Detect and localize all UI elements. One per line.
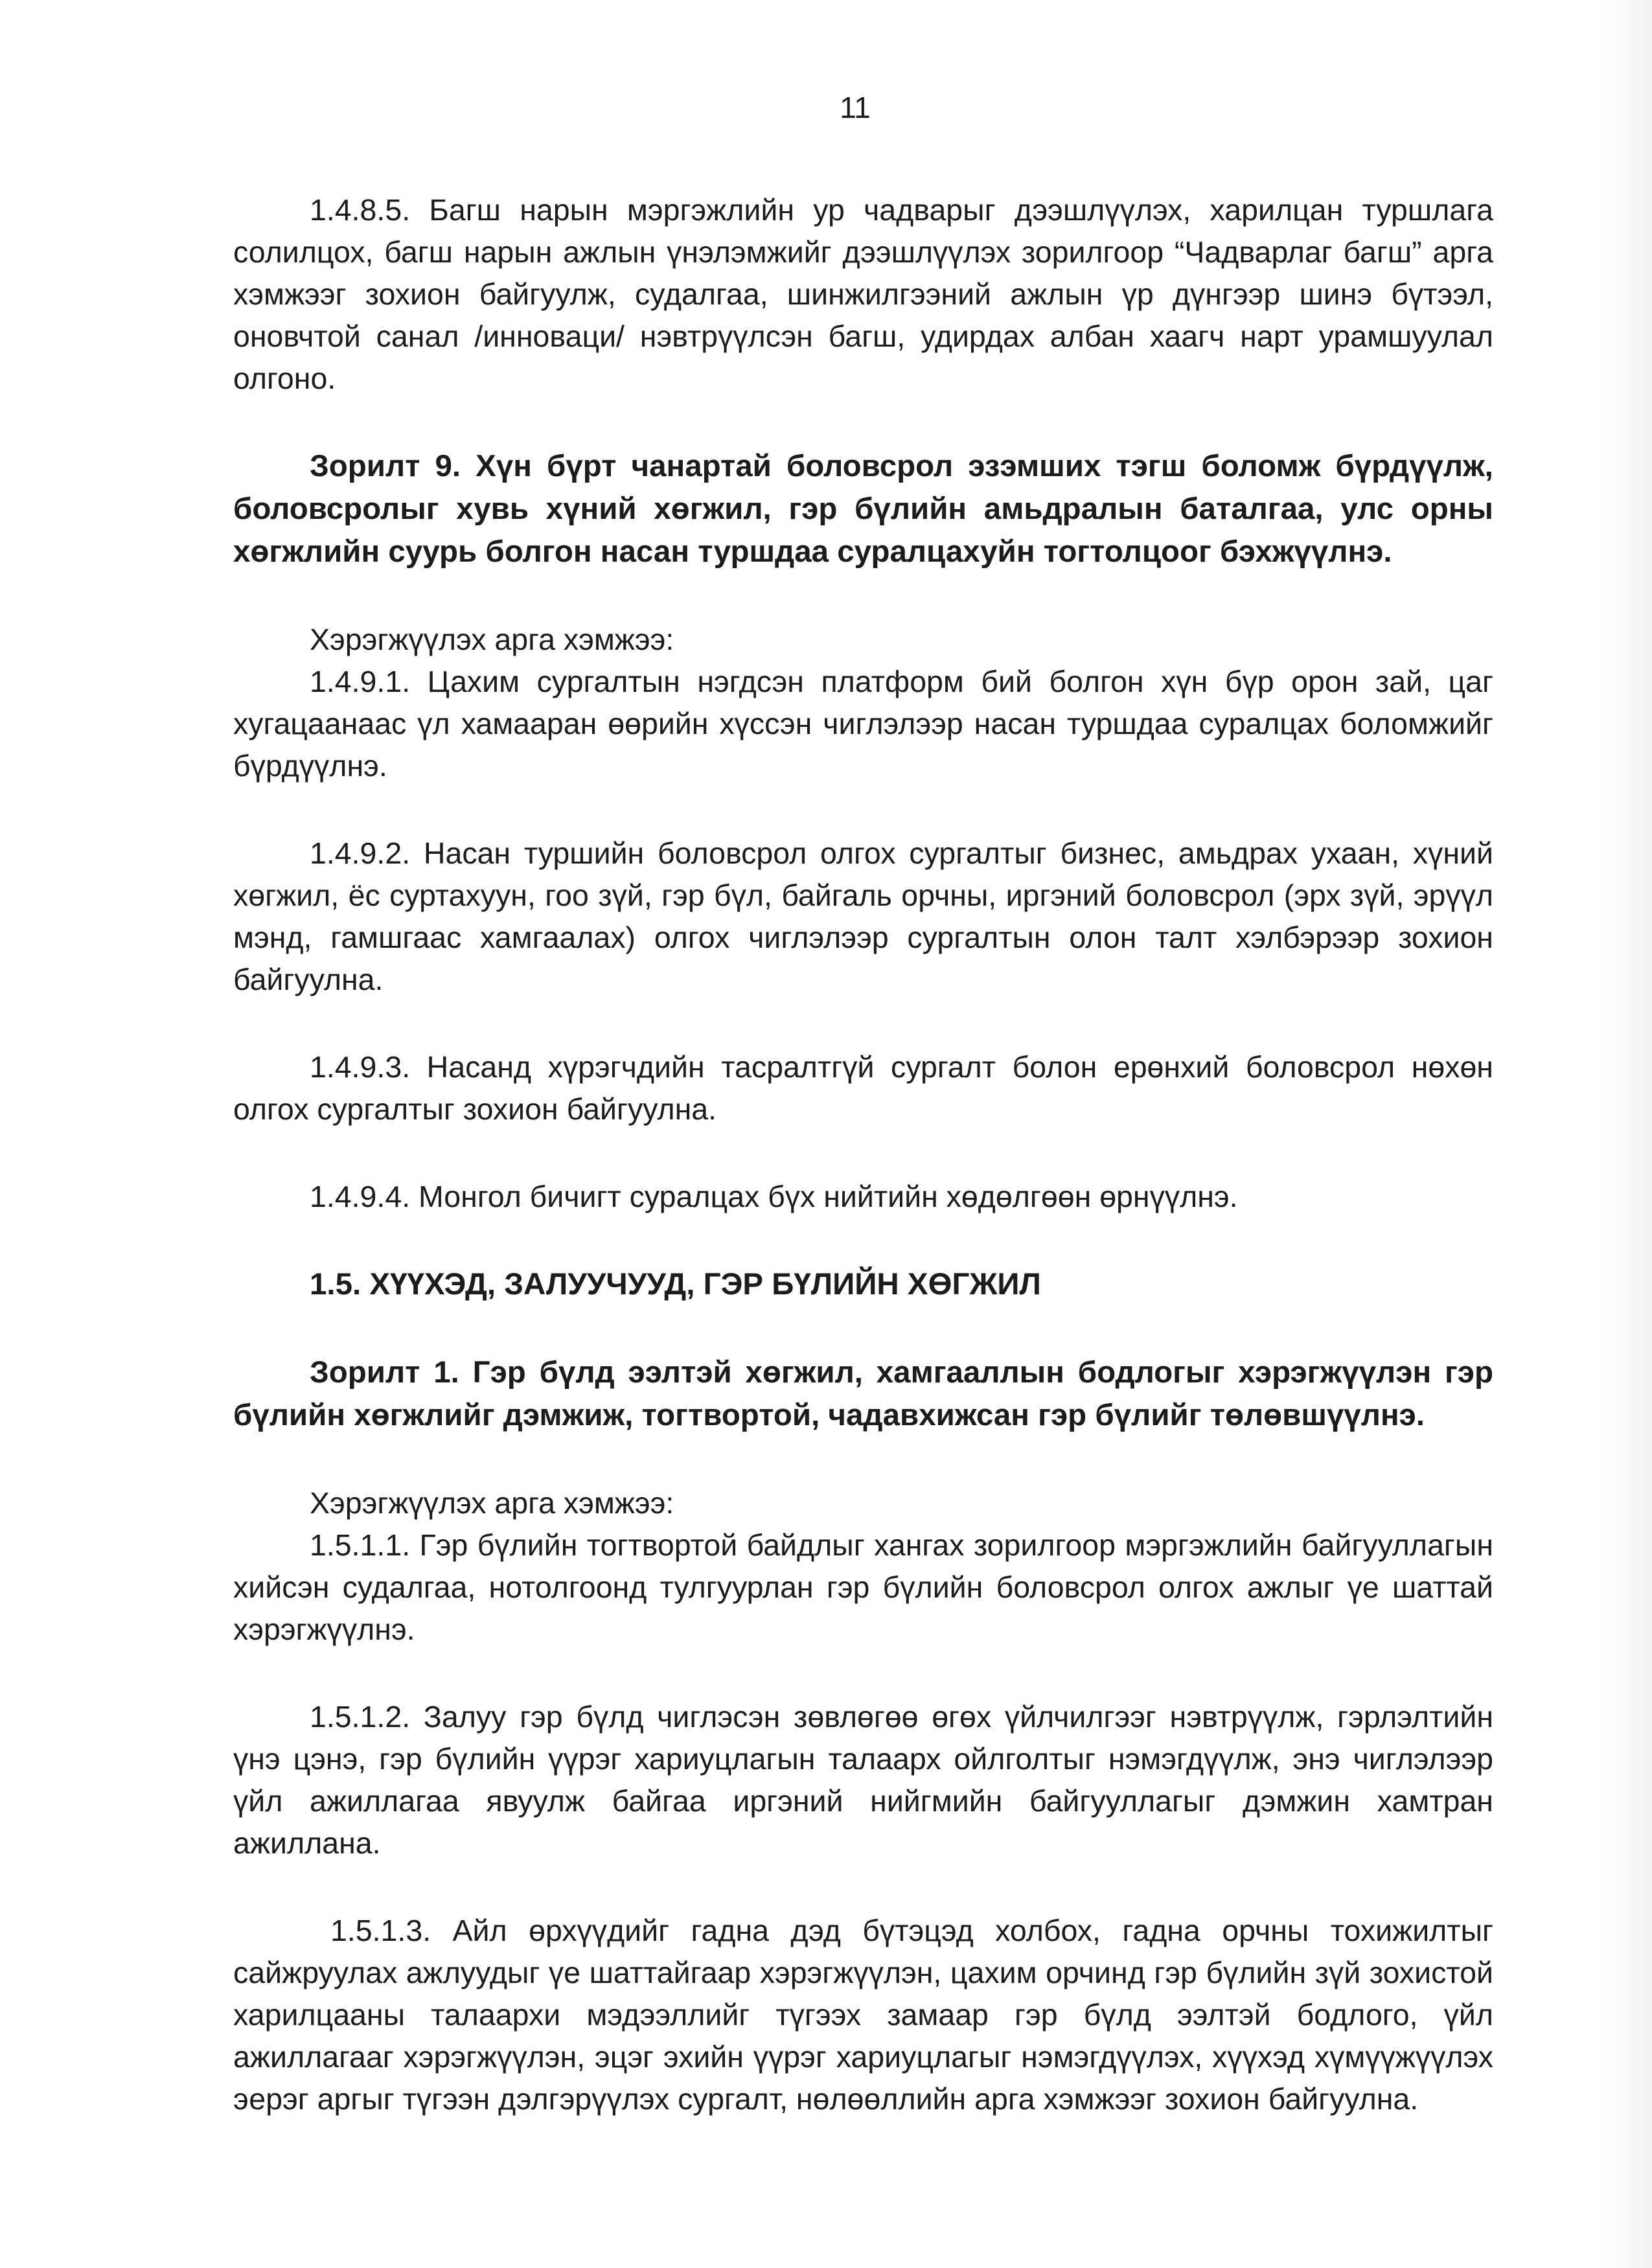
measures-label: Хэрэгжүүлэх арга хэмжээ:: [310, 623, 674, 656]
paragraph-1-5-1-1: 1.5.1.1. Гэр бүлийн тогтвортой байдлыг хангах зорилгоор мэргэжлийн байгууллагын хийсэн судалгаа, нотолгоонд тулгуурлан гэр бүлийн боловсрол олгох ажлыг үе шаттай хэрэгжүүлнэ.: [233, 1528, 1493, 1646]
paragraph-1-4-9-3: 1.4.9.3. Насанд хүрэгчдийн тасралтгүй сургалт болон ерөнхий боловсрол нөхөн олгох сургалтыг зохион байгуулна.: [233, 1050, 1493, 1126]
scan-edge-shadow: [1600, 0, 1652, 2268]
measures-label-2: Хэрэгжүүлэх арга хэмжээ:: [310, 1486, 674, 1520]
paragraph-1-4-9-2: 1.4.9.2. Насан туршийн боловсрол олгох сургалтыг бизнес, амьдрах ухаан, хүний хөгжил, ёс суртахуун, гоо зүй, гэр бүл, байгаль орчны, иргэний боловсрол (эрх зүй, эрүүл мэнд, гамшгаас хамгаалах) олгох чиглэлээр сургалтын олон талт хэлбэрээр зохион байгуулна.: [233, 836, 1493, 996]
document-body: [233, 189, 1493, 2120]
paragraph-1-5-1-2: 1.5.1.2. Залуу гэр бүлд чиглэсэн зөвлөгөө өгөх үйлчилгээг нэвтрүүлж, гэрлэлтийн үнэ цэнэ, гэр бүлийн үүрэг хариуцлагын талаарх ойлголтыг нэмэгдүүлж, энэ чиглэлээр үйл ажиллагаа явуулж байгаа иргэний нийгмийн байгууллагыг дэмжин хамтран ажиллана.: [233, 1700, 1493, 1860]
section-1-5-heading: 1.5. ХҮҮХЭД, ЗАЛУУЧУУД, ГЭР БҮЛИЙН ХӨГЖИЛ: [310, 1267, 1041, 1301]
paragraph-1-4-8-5: 1.4.8.5. Багш нарын мэргэжлийн ур чадварыг дээшлүүлэх, харилцан туршлага солилцох, багш нарын ажлын үнэлэмжийг дээшлүүлэх зорилгоор “Чадварлаг багш” арга хэмжээг зохион байгуулж, судалгаа, шинжилгээний ажлын үр дүнгээр шинэ бүтээл, оновчтой санал /инноваци/ нэвтрүүлсэн багш, удирдах албан хаагч нарт урамшуулал олгоно.: [233, 193, 1493, 395]
paragraph-1-4-9-1: 1.4.9.1. Цахим сургалтын нэгдсэн платформ бий болгон хүн бүр орон зай, цаг хугацаанаас үл хамааран өөрийн хүссэн чиглэлээр насан туршдаа суралцах боломжийг бүрдүүлнэ.: [233, 665, 1493, 783]
goal-9-heading: Зорилт 9. Хүн бүрт чанартай боловсрол эзэмших тэгш боломж бүрдүүлж, боловсролыг хувь хүний хөгжил, гэр бүлийн амьдралын баталгаа, улс орны хөгжлийн суурь болгон насан туршдаа суралцахуйн тогтолцоог бэхжүүлнэ.: [233, 449, 1493, 569]
paragraph-1-5-1-3: 1.5.1.3. Айл өрхүүдийг гадна дэд бүтэцэд холбох, гадна орчны тохижилтыг сайжруулах ажлуудыг үе шаттайгаар хэрэгжүүлэн, цахим орчинд гэр бүлийн зүй зохистой харилцааны талаархи мэдээллийг түгээх замаар гэр бүлд ээлтэй бодлого, үйл ажиллагааг хэрэгжүүлэн, эцэг эхийн үүрэг хариуцлагыг нэмэгдүүлэх, хүүхэд хүмүүжүүлэх эерэг аргыг түгээн дэлгэрүүлэх сургалт, нөлөөллийн арга хэмжээг зохион байгуулна.: [233, 1914, 1493, 2116]
paragraph-1-4-9-4: 1.4.9.4. Монгол бичигт суралцах бүх нийтийн хөдөлгөөн өрнүүлнэ.: [310, 1180, 1238, 1213]
page-number: 11: [840, 91, 871, 124]
goal-1-heading: Зорилт 1. Гэр бүлд ээлтэй хөгжил, хамгааллын бодлогыг хэрэгжүүлэн гэр бүлийн хөгжлийг дэмжиж, тогтвортой, чадавхижсан гэр бүлийг төлөвшүүлнэ.: [233, 1355, 1493, 1432]
